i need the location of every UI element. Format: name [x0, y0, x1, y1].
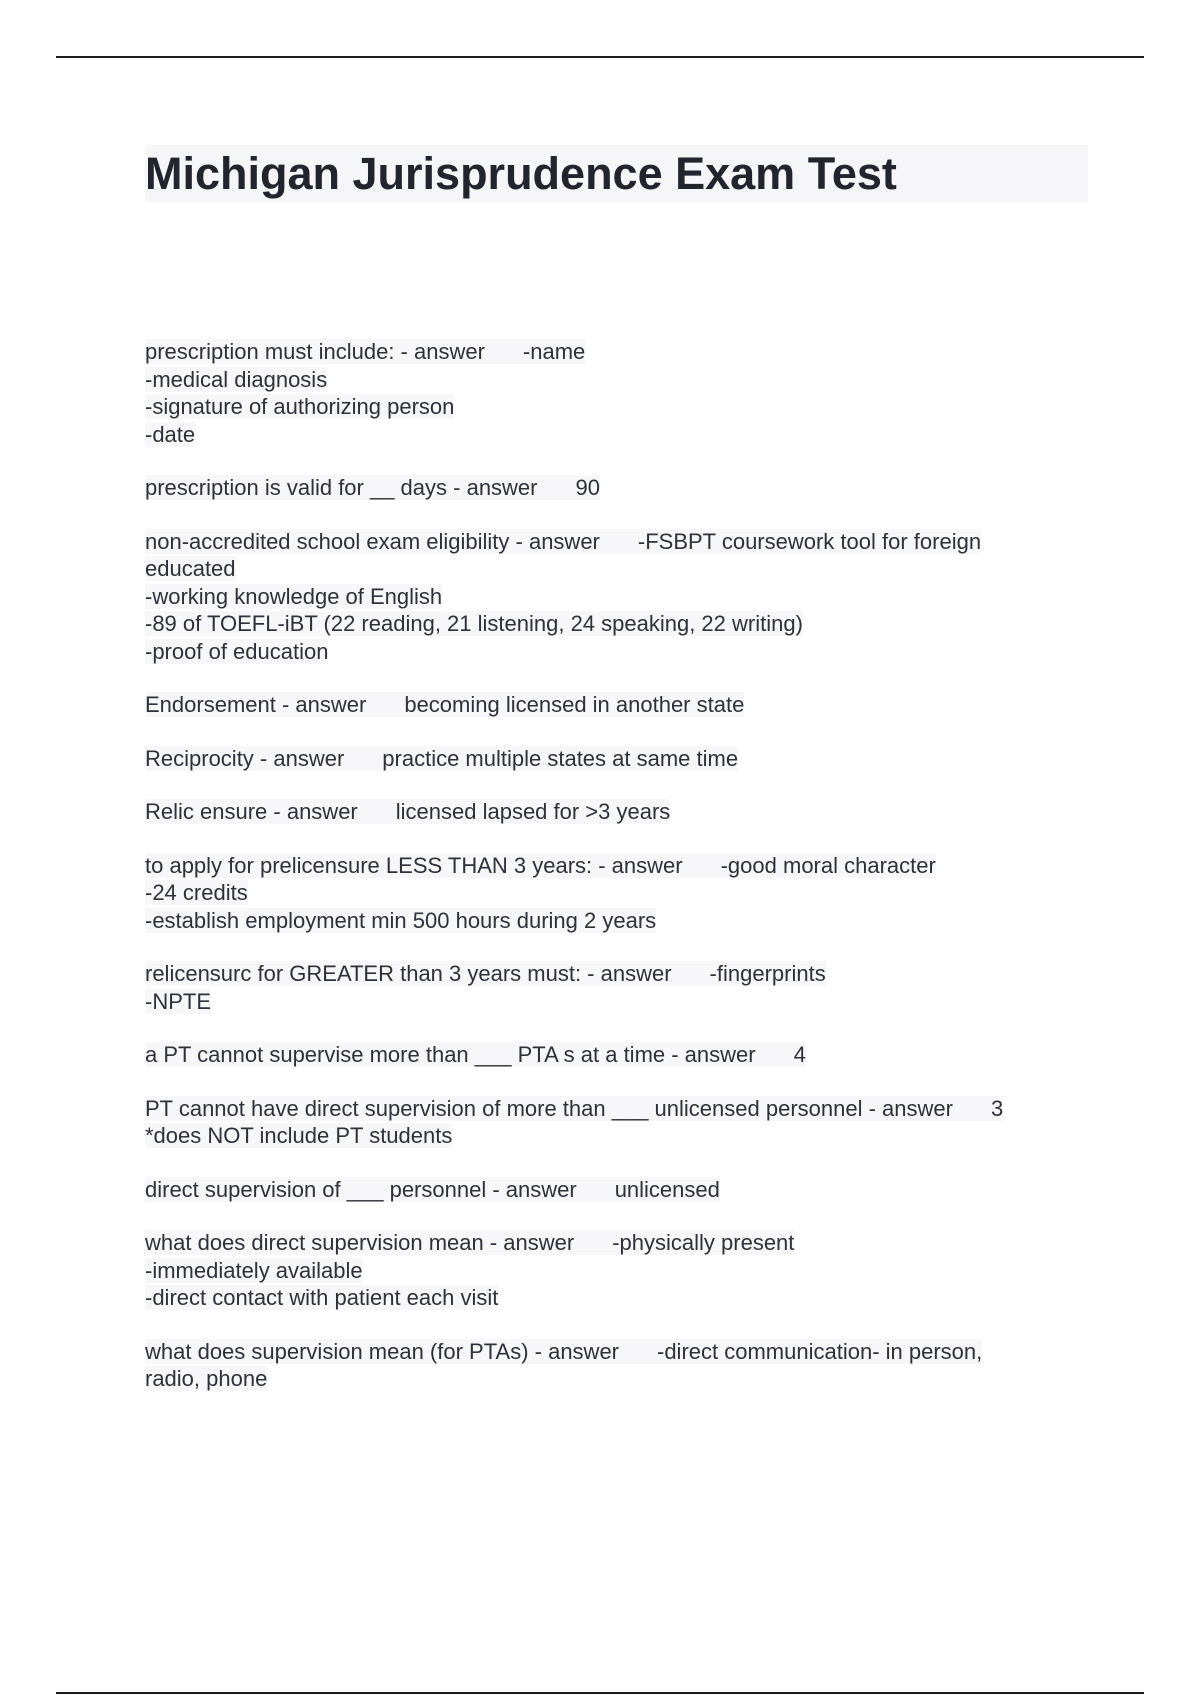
- question-text: Endorsement - answer: [145, 692, 367, 717]
- question-text: prescription must include: - answer: [145, 339, 485, 364]
- question-text: prescription is valid for __ days - answer: [145, 475, 538, 500]
- answer-text: -establish employment min 500 hours during 2 years: [145, 907, 657, 933]
- answer-text: licensed lapsed for >3 years: [395, 799, 671, 824]
- question-text: relicensurc for GREATER than 3 years must: - answer: [145, 961, 672, 986]
- answer-text: radio, phone: [145, 1366, 268, 1391]
- answer-text: -physically present: [612, 1230, 795, 1255]
- answer-text: -working knowledge of English: [145, 583, 443, 609]
- qa-item: [145, 691, 1105, 719]
- question-text: Reciprocity - answer: [145, 745, 345, 771]
- answer-text: unlicensed: [614, 1176, 720, 1202]
- qa-item: [145, 1338, 1105, 1393]
- qa-list: [145, 338, 1105, 1419]
- qa-item: [145, 798, 1105, 826]
- answer-text: -direct communication- in person,: [657, 1338, 983, 1364]
- answer-text: -name: [522, 339, 586, 364]
- question-text: direct supervision of ___ personnel - answer: [145, 1176, 577, 1202]
- answer-text: *does NOT include PT students: [145, 1123, 453, 1148]
- answer-text: -direct contact with patient each visit: [145, 1285, 499, 1310]
- answer-text: -24 credits: [145, 880, 248, 905]
- answer-text: 4: [793, 1042, 806, 1067]
- answer-text: becoming licensed in another state: [404, 692, 745, 717]
- qa-item: [145, 960, 1105, 1015]
- qa-item: [145, 1229, 1105, 1312]
- question-text: non-accredited school exam eligibility - answer: [145, 528, 600, 554]
- answer-text: -proof of education: [145, 638, 329, 664]
- answer-text: -immediately available: [145, 1257, 363, 1283]
- qa-item: [145, 852, 1105, 935]
- qa-item: [145, 1095, 1105, 1150]
- page-title: Michigan Jurisprudence Exam Test: [145, 148, 897, 199]
- question-text: what does supervision mean (for PTAs) - answer: [145, 1338, 619, 1364]
- question-text: to apply for prelicensure LESS THAN 3 years: - answer: [145, 852, 683, 878]
- qa-item: [145, 745, 1105, 773]
- qa-item: [145, 528, 1105, 666]
- qa-item: [145, 338, 1105, 448]
- answer-text: -fingerprints: [709, 961, 826, 986]
- answer-text: 90: [575, 475, 600, 500]
- answer-text: -medical diagnosis: [145, 366, 328, 392]
- question-text: Relic ensure - answer: [145, 799, 358, 824]
- answer-text: -signature of authorizing person: [145, 394, 455, 419]
- bottom-rule: [56, 1692, 1144, 1694]
- answer-text: -good moral character: [720, 852, 936, 878]
- answer-text: -FSBPT coursework tool for foreign: [637, 528, 982, 554]
- qa-item: [145, 1176, 1105, 1204]
- answer-text: -date: [145, 421, 196, 447]
- answer-text: -NPTE: [145, 988, 211, 1014]
- top-rule: [56, 56, 1144, 58]
- qa-item: [145, 1041, 1105, 1069]
- question-text: a PT cannot supervise more than ___ PTA s at a time - answer: [145, 1042, 756, 1067]
- question-text: what does direct supervision mean - answer: [145, 1230, 575, 1255]
- answer-text: -89 of TOEFL-iBT (22 reading, 21 listening, 24 speaking, 22 writing): [145, 611, 803, 636]
- answer-text: 3: [990, 1095, 1004, 1121]
- qa-item: [145, 474, 1105, 502]
- answer-text: practice multiple states at same time: [382, 745, 739, 771]
- question-text: PT cannot have direct supervision of more than ___ unlicensed personnel - answer: [145, 1095, 953, 1121]
- answer-text: educated: [145, 556, 236, 581]
